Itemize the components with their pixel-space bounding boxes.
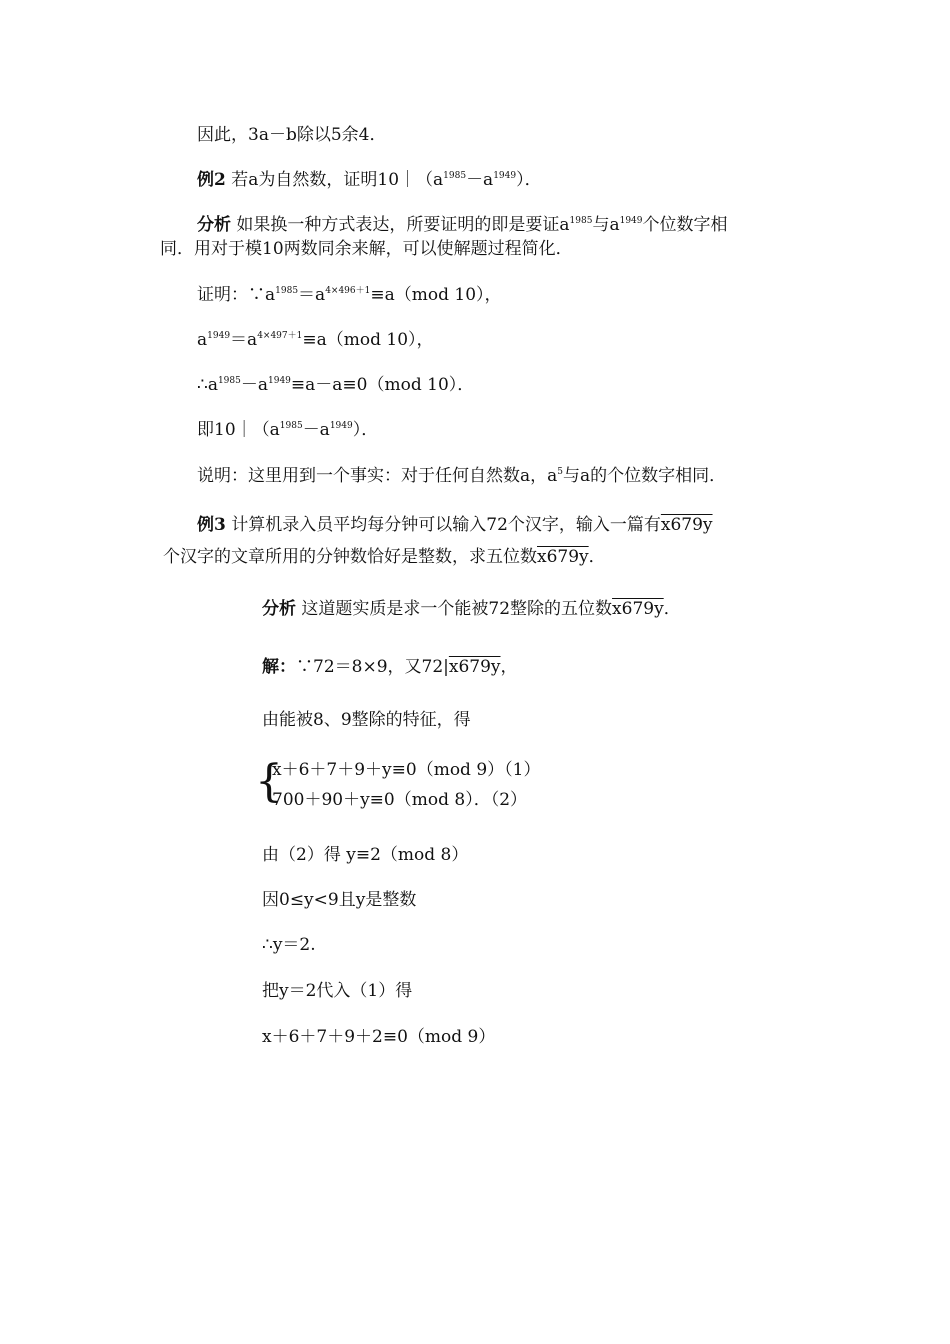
solution-label: 解： xyxy=(262,657,296,677)
exponent: 4×497＋1 xyxy=(257,331,303,341)
exponent: 5 xyxy=(557,467,564,477)
exponent: 1985 xyxy=(217,376,241,386)
system-brace: { xyxy=(255,756,283,807)
exponent: 1985 xyxy=(569,216,593,226)
five-digit-number: x679y xyxy=(660,515,713,535)
analysis-2-line2: 同．用对于模10两数同余来解，可以使解题过程简化． xyxy=(160,239,573,259)
text: －a xyxy=(240,375,268,395)
text: 计算机录入员平均每分钟可以输入72个汉字，输入一篇有 xyxy=(225,515,661,535)
proof-line-3 xyxy=(197,374,474,396)
step-line-2: 因0≤y<9且y是整数 xyxy=(262,890,417,910)
text: 个位数字相 xyxy=(642,215,728,235)
proof-line-1 xyxy=(197,284,502,306)
step-line-4: 把y＝2代入（1）得 xyxy=(262,981,413,1001)
exponent: 1949 xyxy=(493,171,517,181)
text: ≡a（mod 10）， xyxy=(302,330,434,350)
exponent: 4×496＋1 xyxy=(325,286,371,296)
text: ）． xyxy=(352,420,379,440)
exponent: 1949 xyxy=(619,216,643,226)
step-line-1: 由（2）得 y≡2（mod 8） xyxy=(262,845,469,865)
text: ≡a－a≡0（mod 10）． xyxy=(290,375,475,395)
text: ∴a xyxy=(197,375,218,395)
text: 个汉字的文章所用的分钟数恰好是整数，求五位数 xyxy=(163,547,537,567)
exponent: 1985 xyxy=(443,171,467,181)
text: 即10｜（a xyxy=(197,420,280,440)
note-line xyxy=(197,465,726,487)
analysis-label: 分析 xyxy=(197,215,231,235)
example-2-label: 例2 xyxy=(197,170,226,190)
text: 与a xyxy=(592,215,620,235)
five-digit-number: x679y xyxy=(448,657,501,677)
analysis-2-line1 xyxy=(197,214,728,236)
text: a xyxy=(197,330,208,350)
text: 如果换一种方式表达，所要证明的即是要证a xyxy=(231,215,570,235)
proof-line-4 xyxy=(197,419,378,441)
conclusion-line: 因此，3a－b除以5余4． xyxy=(197,125,387,145)
exponent: 1949 xyxy=(329,421,353,431)
text: 说明：这里用到一个事实：对于任何自然数a，a xyxy=(197,466,558,486)
example-3-line1 xyxy=(197,514,713,536)
equation-2: 700＋90＋y≡0（mod 8）．（2） xyxy=(272,790,528,810)
text: 与a的个位数字相同． xyxy=(563,466,727,486)
analysis-label: 分析 xyxy=(262,599,296,619)
text: －a xyxy=(466,170,494,190)
text: ＝a xyxy=(230,330,258,350)
proof-line-2 xyxy=(197,329,434,351)
text: ＝a xyxy=(298,285,326,305)
text: ． xyxy=(663,599,681,619)
solution-line xyxy=(262,656,518,678)
text: －a xyxy=(302,420,330,440)
exponent: 1949 xyxy=(207,331,231,341)
example-3-line2 xyxy=(163,546,606,568)
text: ∵72＝8×9，又72| xyxy=(296,657,449,677)
exponent: 1949 xyxy=(268,376,291,386)
step-line-5: x＋6＋7＋9＋2≡0（mod 9） xyxy=(262,1027,496,1047)
text: 若a为自然数，证明10｜（a xyxy=(225,170,444,190)
step-line-3: ∴y＝2. xyxy=(262,935,316,955)
text: ≡a（mod 10）， xyxy=(370,285,502,305)
text: 证明：∵a xyxy=(197,285,276,305)
five-digit-number: x679y xyxy=(537,547,589,567)
text: ， xyxy=(500,657,518,677)
text: ）． xyxy=(516,170,542,190)
text: ． xyxy=(588,547,606,567)
example-3-label: 例3 xyxy=(197,515,226,535)
text: 这道题实质是求一个能被72整除的五位数 xyxy=(296,599,613,619)
exponent: 1985 xyxy=(275,286,299,296)
example-2-statement xyxy=(197,169,542,191)
five-digit-number: x679y xyxy=(612,599,664,619)
equation-1: x＋6＋7＋9＋y≡0（mod 9）（1） xyxy=(272,760,541,780)
analysis-3-line xyxy=(262,598,681,620)
exponent: 1985 xyxy=(279,421,303,431)
divisibility-line: 由能被8、9整除的特征，得 xyxy=(262,710,471,730)
